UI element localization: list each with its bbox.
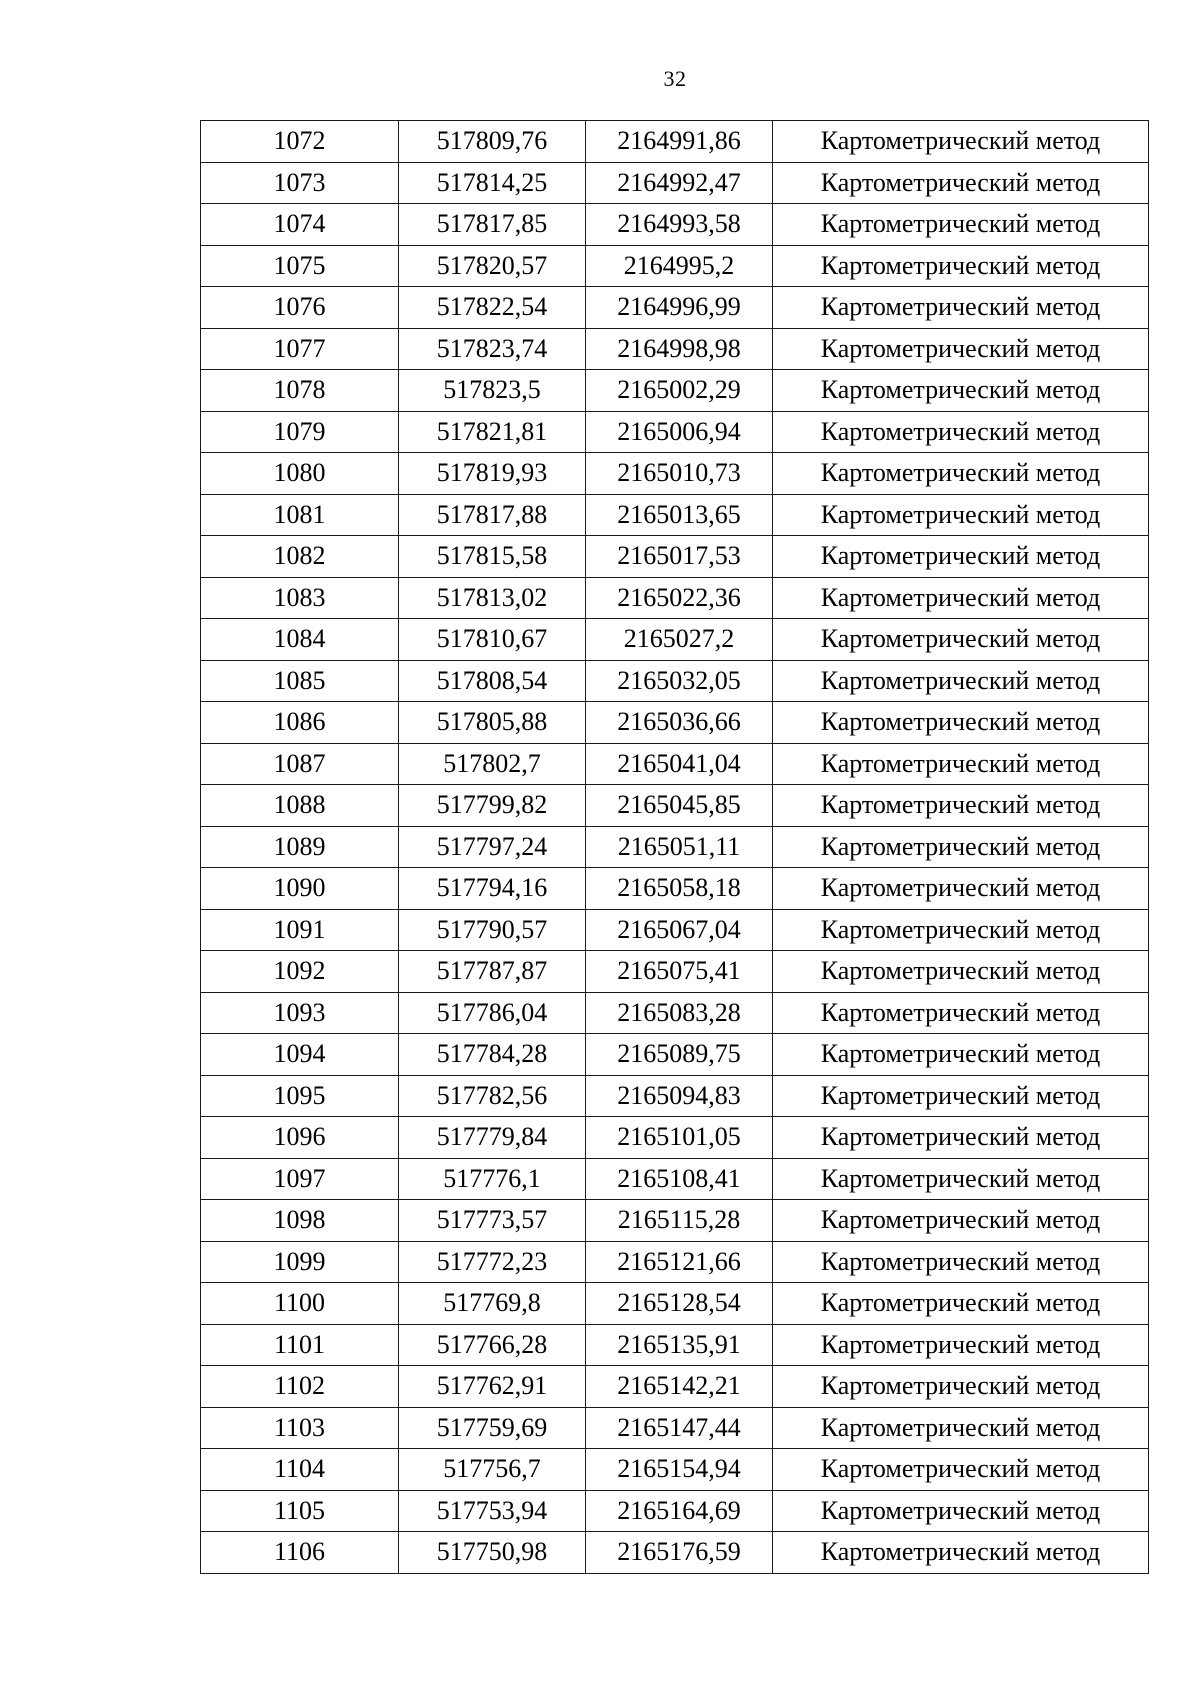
point-number-cell: 1073 [201, 162, 399, 204]
y-coordinate-cell: 2165128,54 [586, 1283, 773, 1325]
point-number-cell: 1096 [201, 1117, 399, 1159]
method-cell: Картометрический метод [773, 453, 1149, 495]
point-number-cell: 1099 [201, 1241, 399, 1283]
x-coordinate-cell: 517819,93 [399, 453, 586, 495]
method-cell: Картометрический метод [773, 785, 1149, 827]
method-cell: Картометрический метод [773, 619, 1149, 661]
point-number-cell: 1072 [201, 121, 399, 163]
method-cell: Картометрический метод [773, 328, 1149, 370]
x-coordinate-cell: 517762,91 [399, 1366, 586, 1408]
x-coordinate-cell: 517823,5 [399, 370, 586, 412]
table-row [201, 1158, 1149, 1200]
point-number-cell: 1093 [201, 992, 399, 1034]
y-coordinate-cell: 2165036,66 [586, 702, 773, 744]
table-row [201, 577, 1149, 619]
y-coordinate-cell: 2165017,53 [586, 536, 773, 578]
method-cell: Картометрический метод [773, 577, 1149, 619]
x-coordinate-cell: 517809,76 [399, 121, 586, 163]
point-number-cell: 1082 [201, 536, 399, 578]
table-row [201, 1241, 1149, 1283]
y-coordinate-cell: 2165067,04 [586, 909, 773, 951]
table-row [201, 951, 1149, 993]
x-coordinate-cell: 517817,88 [399, 494, 586, 536]
y-coordinate-cell: 2164993,58 [586, 204, 773, 246]
method-cell: Картометрический метод [773, 1075, 1149, 1117]
x-coordinate-cell: 517756,7 [399, 1449, 586, 1491]
y-coordinate-cell: 2165101,05 [586, 1117, 773, 1159]
x-coordinate-cell: 517821,81 [399, 411, 586, 453]
point-number-cell: 1104 [201, 1449, 399, 1491]
x-coordinate-cell: 517817,85 [399, 204, 586, 246]
y-coordinate-cell: 2165089,75 [586, 1034, 773, 1076]
table-row [201, 1075, 1149, 1117]
method-cell: Картометрический метод [773, 162, 1149, 204]
point-number-cell: 1106 [201, 1532, 399, 1574]
y-coordinate-cell: 2165083,28 [586, 992, 773, 1034]
y-coordinate-cell: 2165045,85 [586, 785, 773, 827]
method-cell: Картометрический метод [773, 411, 1149, 453]
method-cell: Картометрический метод [773, 868, 1149, 910]
method-cell: Картометрический метод [773, 1532, 1149, 1574]
table-row [201, 453, 1149, 495]
y-coordinate-cell: 2165135,91 [586, 1324, 773, 1366]
point-number-cell: 1091 [201, 909, 399, 951]
coordinates-table-body [201, 121, 1149, 1574]
x-coordinate-cell: 517805,88 [399, 702, 586, 744]
table-row [201, 1532, 1149, 1574]
x-coordinate-cell: 517814,25 [399, 162, 586, 204]
table-row [201, 328, 1149, 370]
x-coordinate-cell: 517772,23 [399, 1241, 586, 1283]
table-row [201, 909, 1149, 951]
method-cell: Картометрический метод [773, 1241, 1149, 1283]
x-coordinate-cell: 517750,98 [399, 1532, 586, 1574]
y-coordinate-cell: 2165176,59 [586, 1532, 773, 1574]
method-cell: Картометрический метод [773, 370, 1149, 412]
table-row [201, 1117, 1149, 1159]
method-cell: Картометрический метод [773, 1324, 1149, 1366]
x-coordinate-cell: 517782,56 [399, 1075, 586, 1117]
y-coordinate-cell: 2164998,98 [586, 328, 773, 370]
x-coordinate-cell: 517808,54 [399, 660, 586, 702]
point-number-cell: 1087 [201, 743, 399, 785]
x-coordinate-cell: 517773,57 [399, 1200, 586, 1242]
table-row [201, 1449, 1149, 1491]
point-number-cell: 1074 [201, 204, 399, 246]
point-number-cell: 1092 [201, 951, 399, 993]
point-number-cell: 1077 [201, 328, 399, 370]
coordinates-table [200, 120, 1149, 1574]
method-cell: Картометрический метод [773, 1200, 1149, 1242]
method-cell: Картометрический метод [773, 1158, 1149, 1200]
method-cell: Картометрический метод [773, 204, 1149, 246]
x-coordinate-cell: 517786,04 [399, 992, 586, 1034]
method-cell: Картометрический метод [773, 1366, 1149, 1408]
point-number-cell: 1076 [201, 287, 399, 329]
y-coordinate-cell: 2165013,65 [586, 494, 773, 536]
method-cell: Картометрический метод [773, 826, 1149, 868]
point-number-cell: 1081 [201, 494, 399, 536]
method-cell: Картометрический метод [773, 1407, 1149, 1449]
table-row [201, 1490, 1149, 1532]
table-row [201, 162, 1149, 204]
x-coordinate-cell: 517776,1 [399, 1158, 586, 1200]
table-row [201, 411, 1149, 453]
point-number-cell: 1097 [201, 1158, 399, 1200]
x-coordinate-cell: 517753,94 [399, 1490, 586, 1532]
table-row [201, 245, 1149, 287]
table-row [201, 1034, 1149, 1076]
method-cell: Картометрический метод [773, 1034, 1149, 1076]
x-coordinate-cell: 517820,57 [399, 245, 586, 287]
table-row [201, 1200, 1149, 1242]
method-cell: Картометрический метод [773, 1490, 1149, 1532]
table-row [201, 619, 1149, 661]
x-coordinate-cell: 517813,02 [399, 577, 586, 619]
table-row [201, 868, 1149, 910]
y-coordinate-cell: 2165121,66 [586, 1241, 773, 1283]
x-coordinate-cell: 517784,28 [399, 1034, 586, 1076]
table-row [201, 1324, 1149, 1366]
point-number-cell: 1103 [201, 1407, 399, 1449]
x-coordinate-cell: 517802,7 [399, 743, 586, 785]
table-row [201, 370, 1149, 412]
y-coordinate-cell: 2165051,11 [586, 826, 773, 868]
table-row [201, 743, 1149, 785]
table-row [201, 826, 1149, 868]
x-coordinate-cell: 517823,74 [399, 328, 586, 370]
y-coordinate-cell: 2165075,41 [586, 951, 773, 993]
y-coordinate-cell: 2165002,29 [586, 370, 773, 412]
method-cell: Картометрический метод [773, 1117, 1149, 1159]
x-coordinate-cell: 517794,16 [399, 868, 586, 910]
method-cell: Картометрический метод [773, 536, 1149, 578]
point-number-cell: 1083 [201, 577, 399, 619]
point-number-cell: 1094 [201, 1034, 399, 1076]
y-coordinate-cell: 2164991,86 [586, 121, 773, 163]
y-coordinate-cell: 2165058,18 [586, 868, 773, 910]
method-cell: Картометрический метод [773, 743, 1149, 785]
y-coordinate-cell: 2165164,69 [586, 1490, 773, 1532]
point-number-cell: 1084 [201, 619, 399, 661]
point-number-cell: 1088 [201, 785, 399, 827]
method-cell: Картометрический метод [773, 494, 1149, 536]
method-cell: Картометрический метод [773, 909, 1149, 951]
table-row [201, 536, 1149, 578]
method-cell: Картометрический метод [773, 1283, 1149, 1325]
table-row [201, 494, 1149, 536]
page-number: 32 [663, 66, 687, 91]
y-coordinate-cell: 2164992,47 [586, 162, 773, 204]
point-number-cell: 1085 [201, 660, 399, 702]
point-number-cell: 1098 [201, 1200, 399, 1242]
point-number-cell: 1079 [201, 411, 399, 453]
y-coordinate-cell: 2165094,83 [586, 1075, 773, 1117]
point-number-cell: 1090 [201, 868, 399, 910]
x-coordinate-cell: 517787,87 [399, 951, 586, 993]
table-row [201, 992, 1149, 1034]
x-coordinate-cell: 517810,67 [399, 619, 586, 661]
point-number-cell: 1089 [201, 826, 399, 868]
y-coordinate-cell: 2165032,05 [586, 660, 773, 702]
method-cell: Картометрический метод [773, 660, 1149, 702]
x-coordinate-cell: 517766,28 [399, 1324, 586, 1366]
method-cell: Картометрический метод [773, 287, 1149, 329]
x-coordinate-cell: 517769,8 [399, 1283, 586, 1325]
y-coordinate-cell: 2164995,2 [586, 245, 773, 287]
method-cell: Картометрический метод [773, 121, 1149, 163]
table-row [201, 660, 1149, 702]
x-coordinate-cell: 517779,84 [399, 1117, 586, 1159]
point-number-cell: 1100 [201, 1283, 399, 1325]
method-cell: Картометрический метод [773, 1449, 1149, 1491]
point-number-cell: 1102 [201, 1366, 399, 1408]
y-coordinate-cell: 2165142,21 [586, 1366, 773, 1408]
y-coordinate-cell: 2165041,04 [586, 743, 773, 785]
method-cell: Картометрический метод [773, 951, 1149, 993]
y-coordinate-cell: 2165006,94 [586, 411, 773, 453]
y-coordinate-cell: 2165154,94 [586, 1449, 773, 1491]
table-row [201, 204, 1149, 246]
x-coordinate-cell: 517815,58 [399, 536, 586, 578]
method-cell: Картометрический метод [773, 702, 1149, 744]
method-cell: Картометрический метод [773, 245, 1149, 287]
y-coordinate-cell: 2165027,2 [586, 619, 773, 661]
y-coordinate-cell: 2164996,99 [586, 287, 773, 329]
point-number-cell: 1101 [201, 1324, 399, 1366]
point-number-cell: 1080 [201, 453, 399, 495]
y-coordinate-cell: 2165010,73 [586, 453, 773, 495]
point-number-cell: 1075 [201, 245, 399, 287]
point-number-cell: 1078 [201, 370, 399, 412]
x-coordinate-cell: 517822,54 [399, 287, 586, 329]
table-row [201, 785, 1149, 827]
y-coordinate-cell: 2165022,36 [586, 577, 773, 619]
y-coordinate-cell: 2165147,44 [586, 1407, 773, 1449]
table-row [201, 702, 1149, 744]
x-coordinate-cell: 517790,57 [399, 909, 586, 951]
y-coordinate-cell: 2165108,41 [586, 1158, 773, 1200]
table-row [201, 287, 1149, 329]
table-row [201, 121, 1149, 163]
table-row [201, 1283, 1149, 1325]
point-number-cell: 1086 [201, 702, 399, 744]
x-coordinate-cell: 517797,24 [399, 826, 586, 868]
method-cell: Картометрический метод [773, 992, 1149, 1034]
x-coordinate-cell: 517799,82 [399, 785, 586, 827]
point-number-cell: 1095 [201, 1075, 399, 1117]
table-row [201, 1366, 1149, 1408]
point-number-cell: 1105 [201, 1490, 399, 1532]
y-coordinate-cell: 2165115,28 [586, 1200, 773, 1242]
x-coordinate-cell: 517759,69 [399, 1407, 586, 1449]
table-row [201, 1407, 1149, 1449]
